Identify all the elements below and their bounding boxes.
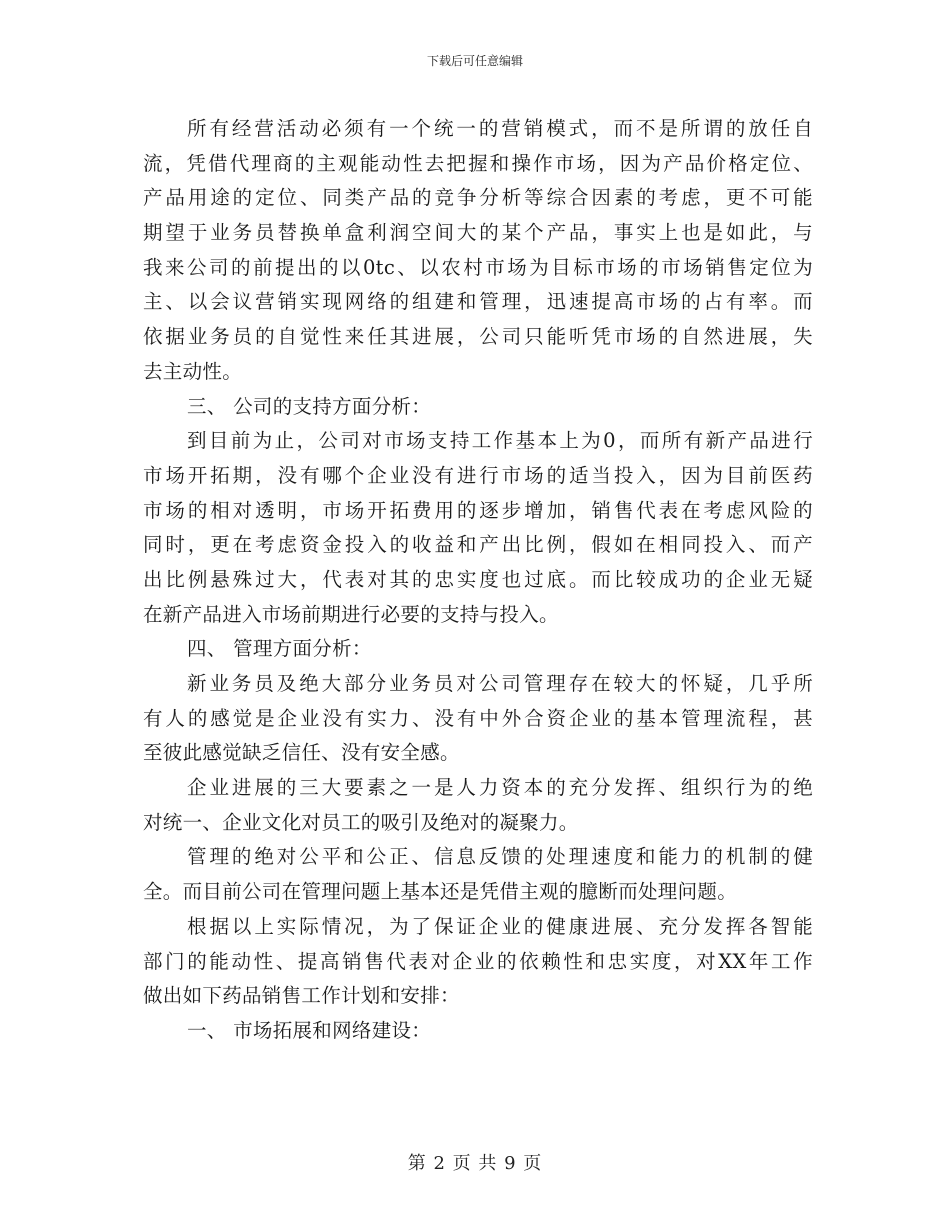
text-line: 产品用途的定位、同类产品的竞争分析等综合因素的考虑，更不可能 xyxy=(143,186,813,210)
text-line: 所有经营活动必须有一个统一的营销模式，而不是所谓的放任自 xyxy=(187,117,813,140)
text-line: 主、以会议营销实现网络的组建和管理，迅速提高市场的占有率。而 xyxy=(143,290,813,314)
text-line: 四、 管理方面分析： xyxy=(187,637,372,661)
page-header: 下载后可任意编辑 xyxy=(426,54,523,68)
text-line: 市场开拓期，没有哪个企业没有进行市场的适当投入，因为目前医药 xyxy=(143,463,813,487)
text-line: 根据以上实际情况，为了保证企业的健康进展、充分发挥各智能 xyxy=(187,914,813,938)
text-line: 期望于业务员替换单盒利润空间大的某个产品，事实上也是如此，与 xyxy=(143,221,813,245)
text-line: 流，凭借代理商的主观能动性去把握和操作市场，因为产品价格定位、 xyxy=(143,151,813,175)
text-line: 有人的感觉是企业没有实力、没有中外合资企业的基本管理流程，甚 xyxy=(143,706,813,730)
text-line: 在新产品进入市场前期进行必要的支持与投入。 xyxy=(143,602,559,626)
text-line: 管理的绝对公平和公正、信息反馈的处理速度和能力的机制的健 xyxy=(187,845,813,869)
text-line: 至彼此感觉缺乏信任、没有安全感。 xyxy=(143,741,460,765)
text-line: 部门的能动性、提高销售代表对企业的依赖性和忠实度，对XX年工作 xyxy=(143,949,813,973)
text-line: 市场的相对透明，市场开拓费用的逐步增加，销售代表在考虑风险的 xyxy=(143,498,813,522)
text-line: 三、 公司的支持方面分析： xyxy=(187,394,432,418)
text-line: 一、 市场拓展和网络建设： xyxy=(187,1018,432,1042)
text-line: 到目前为止，公司对市场支持工作基本上为0，而所有新产品进行 xyxy=(187,429,813,453)
text-line: 去主动性。 xyxy=(143,359,243,383)
text-line: 同时，更在考虑资金投入的收益和产出比例，假如在相同投入、而产 xyxy=(143,533,813,557)
text-line: 做出如下药品销售工作计划和安排： xyxy=(143,984,460,1008)
text-line: 出比例悬殊过大，代表对其的忠实度也过底。而比较成功的企业无疑 xyxy=(143,567,813,591)
text-line: 依据业务员的自觉性来任其进展，公司只能听凭市场的自然进展，失 xyxy=(143,325,813,349)
document-body xyxy=(143,112,813,1049)
text-line: 对统一、企业文化对员工的吸引及绝对的凝聚力。 xyxy=(143,810,579,834)
page-footer: 第 2 页 共 9 页 xyxy=(407,1153,543,1174)
text-line: 新业务员及绝大部分业务员对公司管理存在较大的怀疑，几乎所 xyxy=(187,672,813,695)
text-line: 企业进展的三大要素之一是人力资本的充分发挥、组织行为的绝 xyxy=(187,776,813,800)
text-line: 全。而目前公司在管理问题上基本还是凭借主观的臆断而处理问题。 xyxy=(143,880,738,904)
text-line: 我来公司的前提出的以0tc、以农村市场为目标市场的市场销售定位为 xyxy=(143,255,813,279)
